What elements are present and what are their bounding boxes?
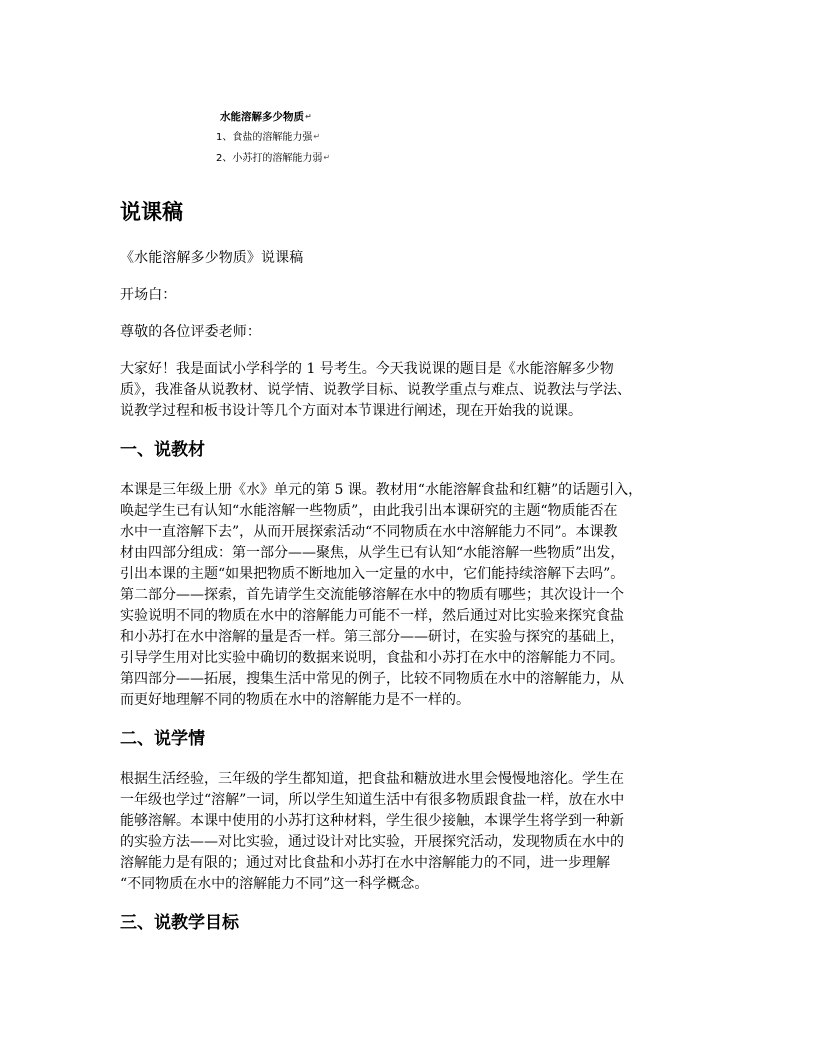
- paragraph-line: 能够溶解。本课中使用的小苏打这种材料，学生很少接触，本课学生将学到一种新: [120, 813, 624, 829]
- paragraph-line: “不同物质在水中的溶解能力不同”这一科学概念。: [120, 876, 429, 892]
- board-title: [220, 106, 312, 128]
- paragraph-line: 引出本课的主题“如果把物质不断地加入一定量的水中，它们能持续溶解下去吗”。: [120, 566, 625, 582]
- intro-paragraph: [120, 359, 712, 422]
- paragraph-line: 水中一直溶解下去”，从而开展探索活动“不同物质在水中溶解能力不同”。本课教: [120, 524, 618, 540]
- section-students-paragraph: [120, 769, 712, 895]
- document-subtitle: 《水能溶解多少物质》说课稿: [120, 250, 304, 266]
- paragraph-line: 第二部分——探索，首先请学生交流能够溶解在水中的物质有哪些；其次设计一个: [120, 587, 624, 603]
- board-line-1: [216, 126, 320, 148]
- paragraph-line: 和小苏打在水中溶解的量是否一样。第三部分——研讨，在实验与探究的基础上，: [120, 629, 624, 645]
- section-heading-objectives: 三、说教学目标: [120, 913, 239, 933]
- paragraph-mark-icon: ↵: [323, 153, 331, 162]
- paragraph-line: 唤起学生已有认知“水能溶解一些物质”，由此我引出本课研究的主题“物质能否在: [120, 503, 618, 519]
- section-heading-textbook: 一、说教材: [120, 440, 205, 460]
- board-design-image: [206, 106, 366, 168]
- section-textbook-paragraph: [120, 480, 712, 711]
- paragraph-line: 的实验方法——对比实验，通过设计对比实验，开展探究活动，发现物质在水中的: [120, 834, 624, 850]
- paragraph-line: 而更好地理解不同的物质在水中的溶解能力是不一样的。: [120, 692, 470, 708]
- paragraph-line: 引导学生用对比实验中确切的数据来说明，食盐和小苏打在水中的溶解能力不同。: [120, 650, 624, 666]
- intro-line: 说教学过程和板书设计等几个方面对本节课进行阐述，现在开始我的说课。: [120, 403, 582, 419]
- paragraph-mark-icon: ↵: [313, 132, 321, 141]
- board-line-2-text: 2、小苏打的溶解能力弱: [216, 153, 323, 164]
- opening-label: 开场白：: [120, 287, 177, 303]
- board-title-text: 水能溶解多少物质: [220, 111, 304, 123]
- board-line-2: [216, 147, 330, 169]
- document-body: [120, 192, 712, 953]
- paragraph-line: 材由四部分组成：第一部分——聚焦，从学生已有认知“水能溶解一些物质”出发，: [120, 545, 625, 561]
- board-line-1-text: 1、食盐的溶解能力强: [216, 132, 313, 143]
- document-title: 说课稿: [120, 200, 183, 224]
- intro-line: 质》，我准备从说教材、说学情、说教学目标、说教学重点与难点、说教法与学法、: [120, 382, 631, 398]
- paragraph-line: 实验说明不同的物质在水中的溶解能力可能不一样，然后通过对比实验来探究食盐: [120, 608, 624, 624]
- intro-line: 大家好！我是面试小学科学的 1 号考生。今天我说课的题目是《水能溶解多少物: [120, 361, 614, 377]
- paragraph-line: 本课是三年级上册《水》单元的第 5 课。教材用“水能溶解食盐和红糖”的话题引入，: [120, 482, 643, 498]
- greeting: 尊敬的各位评委老师：: [120, 324, 261, 340]
- section-heading-students: 二、说学情: [120, 729, 205, 749]
- paragraph-mark-icon: ↵: [305, 112, 312, 121]
- paragraph-line: 第四部分——拓展，搜集生活中常见的例子，比较不同物质在水中的溶解能力，从: [120, 671, 624, 687]
- paragraph-line: 根据生活经验，三年级的学生都知道，把食盐和糖放进水里会慢慢地溶化。学生在: [120, 771, 624, 787]
- paragraph-line: 溶解能力是有限的；通过对比食盐和小苏打在水中溶解能力的不同，进一步理解: [120, 855, 610, 871]
- paragraph-line: 一年级也学过“溶解”一词，所以学生知道生活中有很多物质跟食盐一样，放在水中: [120, 792, 625, 808]
